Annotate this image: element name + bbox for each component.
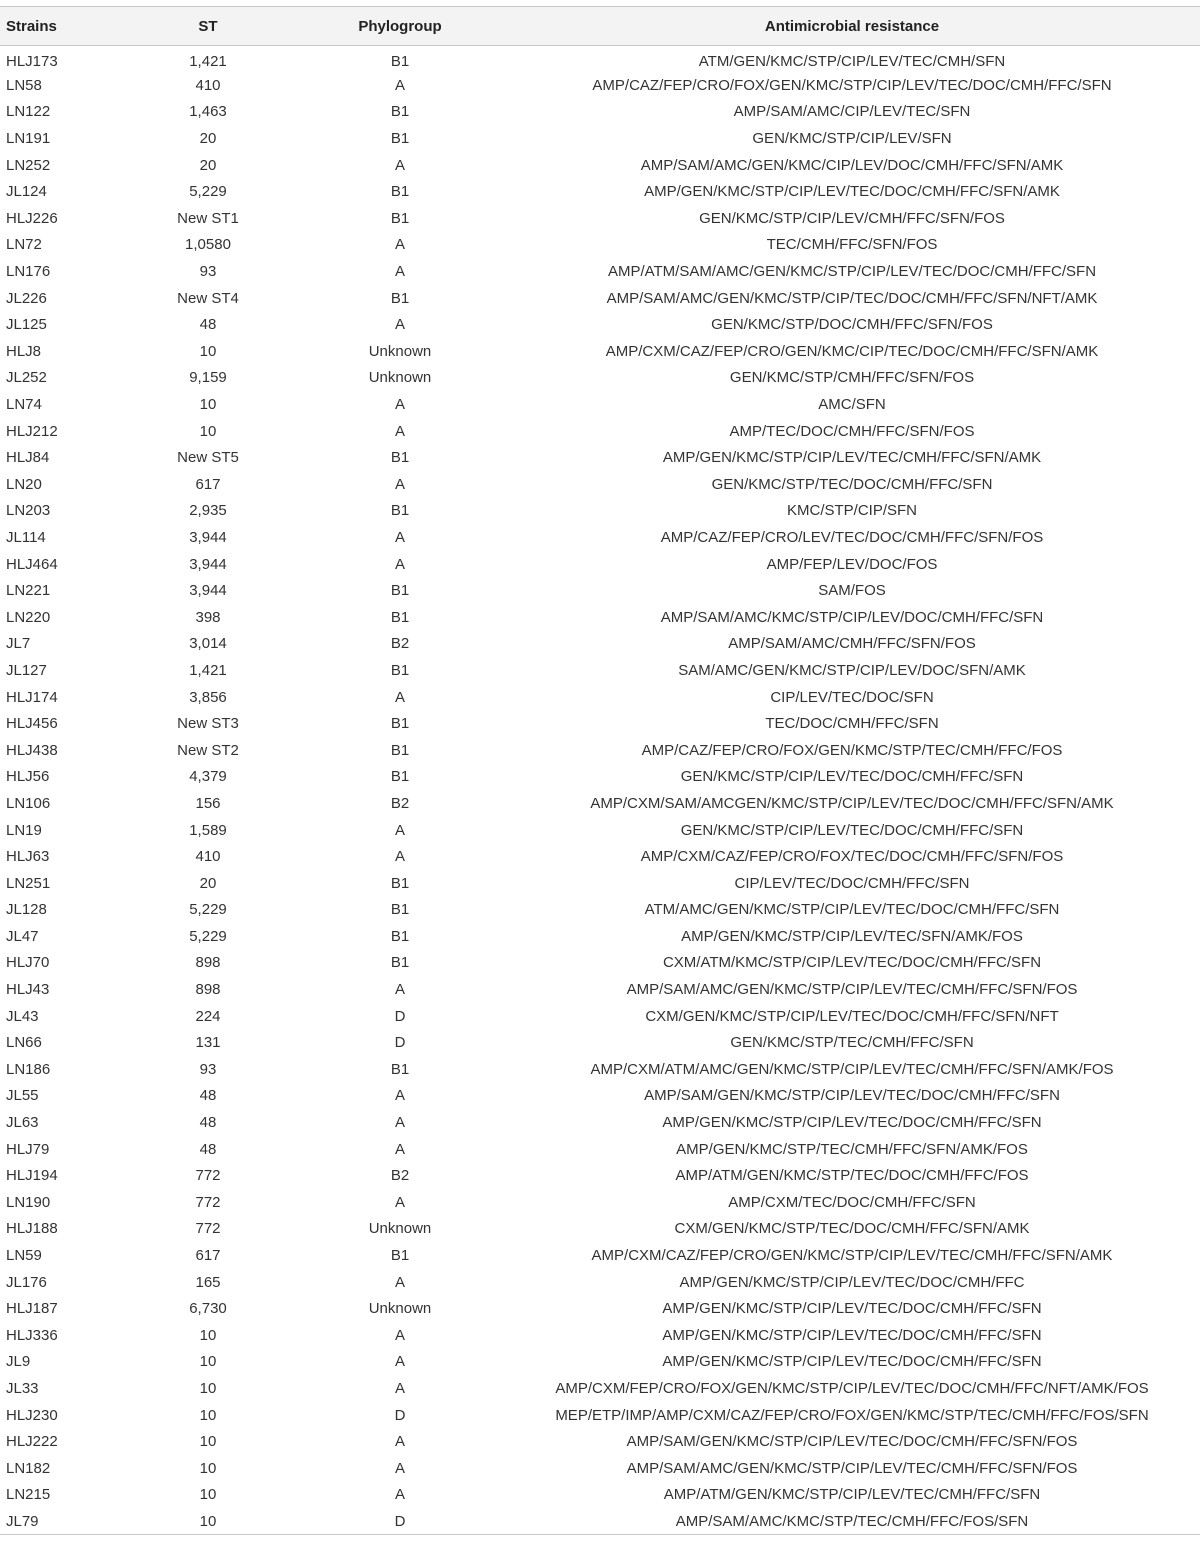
cell-st: 48 bbox=[199, 1140, 217, 1158]
cell-antimicrobial-resistance: AMP/CXM/CAZ/FEP/CRO/GEN/KMC/STP/CIP/LEV/TEC/CMH/FFC/SFN/AMK bbox=[591, 1247, 1113, 1265]
cell-st: 617 bbox=[195, 475, 221, 493]
cell-st: 398 bbox=[195, 608, 221, 626]
cell-phylogroup: B1 bbox=[390, 52, 410, 70]
cell-st: 48 bbox=[199, 1087, 217, 1105]
cell-antimicrobial-resistance: MEP/ETP/IMP/AMP/CXM/CAZ/FEP/CRO/FOX/GEN/KMC/STP/TEC/CMH/FFC/FOS/SFN bbox=[555, 1406, 1149, 1424]
table-row bbox=[0, 232, 1200, 259]
cell-phylogroup: B1 bbox=[390, 661, 410, 679]
cell-phylogroup: A bbox=[394, 848, 405, 866]
cell-st: 93 bbox=[199, 1060, 217, 1078]
cell-st: 898 bbox=[195, 954, 221, 972]
cell-st: 410 bbox=[195, 76, 221, 94]
cell-antimicrobial-resistance: GEN/KMC/STP/CIP/LEV/TEC/DOC/CMH/FFC/SFN bbox=[680, 821, 1024, 839]
cell-st: 20 bbox=[199, 130, 217, 148]
cell-phylogroup: A bbox=[394, 555, 405, 573]
table-row bbox=[0, 1189, 1200, 1216]
cell-phylogroup: B1 bbox=[390, 289, 410, 307]
table-row bbox=[0, 631, 1200, 658]
table-row bbox=[0, 338, 1200, 365]
table-body bbox=[0, 46, 1200, 1535]
cell-phylogroup: B1 bbox=[390, 103, 410, 121]
cell-st: 48 bbox=[199, 1114, 217, 1132]
table-row bbox=[0, 976, 1200, 1003]
table-row bbox=[0, 444, 1200, 471]
table-row bbox=[0, 1216, 1200, 1243]
table-row bbox=[0, 950, 1200, 977]
cell-phylogroup: A bbox=[394, 422, 405, 440]
cell-antimicrobial-resistance: AMP/SAM/AMC/KMC/STP/CIP/LEV/DOC/CMH/FFC/SFN bbox=[660, 608, 1044, 626]
cell-antimicrobial-resistance: CXM/ATM/KMC/STP/CIP/LEV/TEC/DOC/CMH/FFC/SFN bbox=[662, 954, 1042, 972]
cell-phylogroup: B2 bbox=[390, 794, 410, 812]
cell-antimicrobial-resistance: AMP/CXM/TEC/DOC/CMH/FFC/SFN bbox=[728, 1193, 976, 1211]
cell-antimicrobial-resistance: AMP/GEN/KMC/STP/CIP/LEV/TEC/DOC/CMH/FFC/SFN bbox=[662, 1326, 1042, 1344]
cell-strain: JL63 bbox=[6, 1114, 39, 1132]
table-row bbox=[0, 764, 1200, 791]
table-row bbox=[0, 418, 1200, 445]
cell-st: New ST4 bbox=[177, 289, 239, 307]
cell-strain: LN220 bbox=[6, 608, 51, 626]
table-row bbox=[0, 471, 1200, 498]
cell-st: 10 bbox=[199, 422, 217, 440]
cell-antimicrobial-resistance: AMP/SAM/AMC/CIP/LEV/TEC/SFN bbox=[733, 103, 971, 121]
cell-strain: HLJ84 bbox=[6, 449, 50, 467]
cell-phylogroup: B1 bbox=[390, 901, 410, 919]
cell-phylogroup: A bbox=[394, 236, 405, 254]
cell-strain: LN72 bbox=[6, 236, 42, 254]
cell-st: New ST3 bbox=[177, 715, 239, 733]
cell-strain: HLJ456 bbox=[6, 715, 58, 733]
cell-antimicrobial-resistance: AMP/GEN/KMC/STP/CIP/LEV/TEC/SFN/AMK/FOS bbox=[681, 927, 1023, 945]
cell-antimicrobial-resistance: TEC/CMH/FFC/SFN/FOS bbox=[766, 236, 938, 254]
cell-phylogroup: A bbox=[394, 1114, 405, 1132]
cell-phylogroup: A bbox=[394, 688, 405, 706]
cell-st: 3,944 bbox=[189, 582, 227, 600]
cell-antimicrobial-resistance: TEC/DOC/CMH/FFC/SFN bbox=[765, 715, 939, 733]
cell-st: 5,229 bbox=[189, 927, 227, 945]
cell-st: 10 bbox=[199, 1326, 217, 1344]
cell-phylogroup: B1 bbox=[390, 608, 410, 626]
cell-strain: JL55 bbox=[6, 1087, 39, 1105]
cell-st: 20 bbox=[199, 156, 217, 174]
cell-st: 10 bbox=[199, 1379, 217, 1397]
cell-strain: HLJ188 bbox=[6, 1220, 58, 1238]
cell-st: 5,229 bbox=[189, 183, 227, 201]
cell-strain: JL252 bbox=[6, 369, 47, 387]
cell-st: New ST1 bbox=[177, 209, 239, 227]
cell-phylogroup: Unknown bbox=[368, 1220, 432, 1238]
cell-antimicrobial-resistance: CIP/LEV/TEC/DOC/SFN bbox=[770, 688, 934, 706]
cell-antimicrobial-resistance: AMP/SAM/AMC/GEN/KMC/STP/CIP/LEV/TEC/CMH/FFC/SFN/FOS bbox=[626, 981, 1078, 999]
cell-st: 10 bbox=[199, 1406, 217, 1424]
cell-antimicrobial-resistance: AMP/CAZ/FEP/CRO/LEV/TEC/DOC/CMH/FFC/SFN/FOS bbox=[660, 528, 1044, 546]
table-row bbox=[0, 125, 1200, 152]
cell-antimicrobial-resistance: AMP/CAZ/FEP/CRO/FOX/GEN/KMC/STP/CIP/LEV/TEC/DOC/CMH/FFC/SFN bbox=[592, 76, 1112, 94]
cell-antimicrobial-resistance: AMP/SAM/AMC/GEN/KMC/CIP/LEV/DOC/CMH/FFC/SFN/AMK bbox=[640, 156, 1064, 174]
table-row bbox=[0, 152, 1200, 179]
table-row bbox=[0, 870, 1200, 897]
cell-st: 772 bbox=[195, 1220, 221, 1238]
cell-antimicrobial-resistance: AMP/FEP/LEV/DOC/FOS bbox=[766, 555, 938, 573]
cell-antimicrobial-resistance: AMP/GEN/KMC/STP/CIP/LEV/TEC/DOC/CMH/FFC/SFN bbox=[662, 1114, 1042, 1132]
table-row bbox=[0, 843, 1200, 870]
cell-st: 20 bbox=[199, 874, 217, 892]
cell-antimicrobial-resistance: ATM/GEN/KMC/STP/CIP/LEV/TEC/CMH/SFN bbox=[698, 52, 1006, 70]
table-row bbox=[0, 311, 1200, 338]
cell-st: 3,014 bbox=[189, 635, 227, 653]
cell-strain: LN182 bbox=[6, 1459, 51, 1477]
table-row bbox=[0, 1349, 1200, 1376]
cell-strain: LN203 bbox=[6, 502, 51, 520]
table-row bbox=[0, 178, 1200, 205]
cell-strain: JL124 bbox=[6, 183, 47, 201]
cell-st: New ST5 bbox=[177, 449, 239, 467]
cell-antimicrobial-resistance: AMP/GEN/KMC/STP/CIP/LEV/TEC/DOC/CMH/FFC/SFN bbox=[662, 1300, 1042, 1318]
cell-strain: LN191 bbox=[6, 130, 51, 148]
cell-st: 1,421 bbox=[189, 661, 227, 679]
cell-strain: LN221 bbox=[6, 582, 51, 600]
cell-phylogroup: B2 bbox=[390, 635, 410, 653]
table-row bbox=[0, 72, 1200, 99]
strain-resistance-table bbox=[0, 6, 1200, 1535]
cell-strain: HLJ222 bbox=[6, 1433, 58, 1451]
cell-antimicrobial-resistance: AMP/SAM/AMC/GEN/KMC/STP/CIP/LEV/TEC/CMH/FFC/SFN/FOS bbox=[626, 1459, 1078, 1477]
cell-strain: LN215 bbox=[6, 1486, 51, 1504]
cell-st: 1,421 bbox=[189, 52, 227, 70]
cell-strain: JL43 bbox=[6, 1007, 39, 1025]
cell-antimicrobial-resistance: AMP/CAZ/FEP/CRO/FOX/GEN/KMC/STP/TEC/CMH/FFC/FOS bbox=[641, 741, 1063, 759]
cell-antimicrobial-resistance: AMP/GEN/KMC/STP/CIP/LEV/TEC/CMH/FFC/SFN/AMK bbox=[662, 449, 1042, 467]
cell-phylogroup: B1 bbox=[390, 449, 410, 467]
cell-strain: LN190 bbox=[6, 1193, 51, 1211]
table-header bbox=[0, 7, 1200, 46]
cell-antimicrobial-resistance: AMP/CXM/CAZ/FEP/CRO/GEN/KMC/CIP/TEC/DOC/CMH/FFC/SFN/AMK bbox=[605, 342, 1099, 360]
cell-phylogroup: B1 bbox=[390, 741, 410, 759]
table-row bbox=[0, 790, 1200, 817]
cell-antimicrobial-resistance: AMP/ATM/GEN/KMC/STP/CIP/LEV/TEC/CMH/FFC/SFN bbox=[663, 1486, 1041, 1504]
cell-phylogroup: B2 bbox=[390, 1167, 410, 1185]
table-row bbox=[0, 1242, 1200, 1269]
cell-antimicrobial-resistance: GEN/KMC/STP/TEC/DOC/CMH/FFC/SFN bbox=[711, 475, 993, 493]
cell-strain: JL79 bbox=[0, 1508, 120, 1535]
cell-st: 3,944 bbox=[189, 528, 227, 546]
cell-phylogroup: A bbox=[394, 1459, 405, 1477]
cell-strain: LN66 bbox=[6, 1034, 42, 1052]
cell-st: 10 bbox=[199, 1486, 217, 1504]
cell-st: 10 bbox=[199, 1433, 217, 1451]
table-row bbox=[0, 391, 1200, 418]
table-row bbox=[0, 1056, 1200, 1083]
cell-st: New ST2 bbox=[177, 741, 239, 759]
cell-strain: HLJ438 bbox=[6, 741, 58, 759]
cell-st: 10 bbox=[120, 1508, 296, 1535]
cell-strain: HLJ43 bbox=[6, 981, 50, 999]
cell-strain: HLJ79 bbox=[6, 1140, 50, 1158]
table-row bbox=[0, 1322, 1200, 1349]
cell-antimicrobial-resistance: KMC/STP/CIP/SFN bbox=[786, 502, 917, 520]
cell-phylogroup: B1 bbox=[390, 715, 410, 733]
cell-phylogroup: A bbox=[394, 475, 405, 493]
table-row bbox=[0, 99, 1200, 126]
table-row bbox=[0, 1375, 1200, 1402]
table-row bbox=[0, 1109, 1200, 1136]
cell-strain: HLJ212 bbox=[6, 422, 58, 440]
table-row bbox=[0, 524, 1200, 551]
cell-phylogroup: A bbox=[394, 821, 405, 839]
cell-strain: HLJ464 bbox=[6, 555, 58, 573]
cell-st: 131 bbox=[195, 1034, 221, 1052]
cell-phylogroup: A bbox=[394, 1193, 405, 1211]
cell-antimicrobial-resistance: AMP/GEN/KMC/STP/CIP/LEV/TEC/DOC/CMH/FFC bbox=[679, 1273, 1025, 1291]
table-row bbox=[0, 1269, 1200, 1296]
header-row bbox=[0, 7, 1200, 46]
cell-antimicrobial-resistance: CIP/LEV/TEC/DOC/CMH/FFC/SFN bbox=[734, 874, 970, 892]
cell-phylogroup: A bbox=[394, 396, 405, 414]
cell-st: 898 bbox=[195, 981, 221, 999]
table-row bbox=[0, 498, 1200, 525]
cell-strain: LN176 bbox=[6, 263, 51, 281]
cell-strain: LN19 bbox=[6, 821, 42, 839]
table-row bbox=[0, 684, 1200, 711]
cell-st: 1,463 bbox=[189, 103, 227, 121]
cell-strain: HLJ230 bbox=[6, 1406, 58, 1424]
cell-strain: HLJ70 bbox=[6, 954, 50, 972]
header-st: ST bbox=[120, 7, 296, 46]
cell-strain: LN122 bbox=[6, 103, 51, 121]
cell-strain: LN58 bbox=[6, 76, 42, 94]
cell-strain: JL127 bbox=[6, 661, 47, 679]
cell-phylogroup: A bbox=[394, 1486, 405, 1504]
cell-st: 10 bbox=[199, 1459, 217, 1477]
cell-strain: HLJ173 bbox=[6, 52, 58, 70]
table-row bbox=[0, 923, 1200, 950]
cell-antimicrobial-resistance: AMC/SFN bbox=[818, 396, 886, 414]
table-row bbox=[0, 897, 1200, 924]
table-row bbox=[0, 1455, 1200, 1482]
cell-antimicrobial-resistance: GEN/KMC/STP/TEC/CMH/FFC/SFN bbox=[730, 1034, 974, 1052]
table-row bbox=[0, 285, 1200, 312]
cell-strain: JL9 bbox=[6, 1353, 31, 1371]
cell-phylogroup: B1 bbox=[390, 130, 410, 148]
cell-st: 4,379 bbox=[189, 768, 227, 786]
cell-antimicrobial-resistance: AMP/CXM/ATM/AMC/GEN/KMC/STP/CIP/LEV/TEC/CMH/FFC/SFN/AMK/FOS bbox=[590, 1060, 1114, 1078]
table-row bbox=[0, 577, 1200, 604]
table-row bbox=[0, 1003, 1200, 1030]
cell-antimicrobial-resistance: ATM/AMC/GEN/KMC/STP/CIP/LEV/TEC/DOC/CMH/FFC/SFN bbox=[644, 901, 1060, 919]
cell-phylogroup: A bbox=[394, 1273, 405, 1291]
cell-antimicrobial-resistance: GEN/KMC/STP/CIP/LEV/CMH/FFC/SFN/FOS bbox=[699, 209, 1005, 227]
table-row bbox=[0, 46, 1200, 73]
cell-phylogroup: D bbox=[296, 1508, 504, 1535]
cell-phylogroup: A bbox=[394, 316, 405, 334]
table-row bbox=[0, 1508, 1200, 1535]
cell-phylogroup: A bbox=[394, 981, 405, 999]
cell-antimicrobial-resistance: AMP/ATM/GEN/KMC/STP/TEC/DOC/CMH/FFC/FOS bbox=[675, 1167, 1029, 1185]
cell-strain: LN106 bbox=[6, 794, 51, 812]
cell-antimicrobial-resistance: GEN/KMC/STP/CMH/FFC/SFN/FOS bbox=[729, 369, 975, 387]
table-row bbox=[0, 710, 1200, 737]
cell-st: 1,589 bbox=[189, 821, 227, 839]
cell-phylogroup: A bbox=[394, 156, 405, 174]
cell-antimicrobial-resistance: GEN/KMC/STP/CIP/LEV/SFN bbox=[752, 130, 952, 148]
cell-strain: LN59 bbox=[6, 1247, 42, 1265]
cell-phylogroup: B1 bbox=[390, 582, 410, 600]
cell-phylogroup: B1 bbox=[390, 183, 410, 201]
cell-antimicrobial-resistance: AMP/CXM/SAM/AMCGEN/KMC/STP/CIP/LEV/TEC/DOC/CMH/FFC/SFN/AMK bbox=[590, 794, 1114, 812]
cell-antimicrobial-resistance: AMP/SAM/GEN/KMC/STP/CIP/LEV/TEC/DOC/CMH/FFC/SFN bbox=[644, 1087, 1060, 1105]
cell-phylogroup: B1 bbox=[390, 502, 410, 520]
cell-st: 772 bbox=[195, 1167, 221, 1185]
cell-st: 1,0580 bbox=[185, 236, 231, 254]
cell-st: 5,229 bbox=[189, 901, 227, 919]
cell-phylogroup: D bbox=[394, 1034, 406, 1052]
cell-phylogroup: A bbox=[394, 1087, 405, 1105]
cell-st: 9,159 bbox=[189, 369, 227, 387]
table-row bbox=[0, 551, 1200, 578]
cell-phylogroup: D bbox=[394, 1406, 406, 1424]
cell-phylogroup: B1 bbox=[390, 209, 410, 227]
table-row bbox=[0, 1136, 1200, 1163]
cell-strain: HLJ174 bbox=[6, 688, 58, 706]
table-row bbox=[0, 365, 1200, 392]
cell-st: 48 bbox=[199, 316, 217, 334]
table-row bbox=[0, 1029, 1200, 1056]
cell-strain: LN74 bbox=[6, 396, 42, 414]
cell-antimicrobial-resistance: AMP/GEN/KMC/STP/CIP/LEV/TEC/DOC/CMH/FFC/SFN/AMK bbox=[644, 183, 1060, 201]
table-row bbox=[0, 258, 1200, 285]
cell-antimicrobial-resistance: CXM/GEN/KMC/STP/CIP/LEV/TEC/DOC/CMH/FFC/SFN/NFT bbox=[645, 1007, 1059, 1025]
cell-phylogroup: A bbox=[394, 76, 405, 94]
cell-antimicrobial-resistance: AMP/TEC/DOC/CMH/FFC/SFN/FOS bbox=[729, 422, 975, 440]
cell-strain: HLJ56 bbox=[6, 768, 50, 786]
cell-antimicrobial-resistance: SAM/AMC/GEN/KMC/STP/CIP/LEV/DOC/SFN/AMK bbox=[678, 661, 1026, 679]
cell-strain: LN20 bbox=[6, 475, 42, 493]
cell-st: 10 bbox=[199, 342, 217, 360]
cell-antimicrobial-resistance: CXM/GEN/KMC/STP/TEC/DOC/CMH/FFC/SFN/AMK bbox=[674, 1220, 1030, 1238]
cell-antimicrobial-resistance: AMP/SAM/AMC/KMC/STP/TEC/CMH/FFC/FOS/SFN bbox=[504, 1508, 1200, 1535]
cell-strain: JL114 bbox=[6, 528, 46, 546]
cell-st: 3,944 bbox=[189, 555, 227, 573]
cell-phylogroup: Unknown bbox=[368, 369, 432, 387]
table-row bbox=[0, 1295, 1200, 1322]
cell-phylogroup: B1 bbox=[390, 768, 410, 786]
cell-strain: LN251 bbox=[6, 874, 51, 892]
cell-antimicrobial-resistance: AMP/ATM/SAM/AMC/GEN/KMC/STP/CIP/LEV/TEC/DOC/CMH/FFC/SFN bbox=[607, 263, 1097, 281]
cell-antimicrobial-resistance: AMP/SAM/GEN/KMC/STP/CIP/LEV/TEC/DOC/CMH/FFC/SFN/FOS bbox=[626, 1433, 1078, 1451]
header-strains: Strains bbox=[0, 7, 120, 46]
cell-phylogroup: A bbox=[394, 263, 405, 281]
cell-strain: HLJ8 bbox=[6, 342, 42, 360]
table-row bbox=[0, 1083, 1200, 1110]
cell-st: 6,730 bbox=[189, 1300, 227, 1318]
cell-strain: JL226 bbox=[6, 289, 47, 307]
cell-st: 772 bbox=[195, 1193, 221, 1211]
cell-strain: LN186 bbox=[6, 1060, 51, 1078]
cell-antimicrobial-resistance: AMP/GEN/KMC/STP/TEC/CMH/FFC/SFN/AMK/FOS bbox=[676, 1140, 1028, 1158]
cell-st: 93 bbox=[199, 263, 217, 281]
cell-strain: HLJ336 bbox=[6, 1326, 58, 1344]
cell-strain: JL128 bbox=[6, 901, 47, 919]
cell-antimicrobial-resistance: GEN/KMC/STP/DOC/CMH/FFC/SFN/FOS bbox=[711, 316, 993, 334]
cell-st: 617 bbox=[195, 1247, 221, 1265]
cell-antimicrobial-resistance: AMP/CXM/CAZ/FEP/CRO/FOX/TEC/DOC/CMH/FFC/SFN/FOS bbox=[640, 848, 1064, 866]
cell-phylogroup: A bbox=[394, 1353, 405, 1371]
cell-strain: JL47 bbox=[6, 927, 39, 945]
cell-phylogroup: B1 bbox=[390, 927, 410, 945]
cell-phylogroup: B1 bbox=[390, 1247, 410, 1265]
cell-strain: HLJ187 bbox=[6, 1300, 58, 1318]
table-row bbox=[0, 205, 1200, 232]
cell-strain: JL33 bbox=[6, 1379, 39, 1397]
cell-strain: HLJ194 bbox=[6, 1167, 58, 1185]
cell-phylogroup: A bbox=[394, 528, 405, 546]
table-row bbox=[0, 1402, 1200, 1429]
cell-strain: JL125 bbox=[6, 316, 47, 334]
table-row bbox=[0, 657, 1200, 684]
table-row bbox=[0, 1428, 1200, 1455]
cell-antimicrobial-resistance: AMP/GEN/KMC/STP/CIP/LEV/TEC/DOC/CMH/FFC/SFN bbox=[662, 1353, 1042, 1371]
table-row bbox=[0, 817, 1200, 844]
cell-st: 3,856 bbox=[189, 688, 227, 706]
cell-st: 165 bbox=[195, 1273, 221, 1291]
cell-phylogroup: Unknown bbox=[368, 1300, 432, 1318]
cell-strain: JL7 bbox=[6, 635, 31, 653]
header-antimicrobial-resistance: Antimicrobial resistance bbox=[504, 7, 1200, 46]
cell-st: 2,935 bbox=[189, 502, 227, 520]
table-row bbox=[0, 1482, 1200, 1509]
cell-antimicrobial-resistance: AMP/SAM/AMC/CMH/FFC/SFN/FOS bbox=[728, 635, 976, 653]
cell-phylogroup: A bbox=[394, 1379, 405, 1397]
cell-st: 410 bbox=[195, 848, 221, 866]
cell-antimicrobial-resistance: GEN/KMC/STP/CIP/LEV/TEC/DOC/CMH/FFC/SFN bbox=[680, 768, 1024, 786]
cell-antimicrobial-resistance: AMP/SAM/AMC/GEN/KMC/STP/CIP/TEC/DOC/CMH/FFC/SFN/NFT/AMK bbox=[606, 289, 1098, 307]
table-row bbox=[0, 1162, 1200, 1189]
cell-antimicrobial-resistance: AMP/CXM/FEP/CRO/FOX/GEN/KMC/STP/CIP/LEV/TEC/DOC/CMH/FFC/NFT/AMK/FOS bbox=[555, 1379, 1149, 1397]
cell-strain: HLJ63 bbox=[6, 848, 50, 866]
cell-phylogroup: A bbox=[394, 1140, 405, 1158]
cell-phylogroup: D bbox=[394, 1007, 406, 1025]
cell-phylogroup: A bbox=[394, 1433, 405, 1451]
cell-phylogroup: B1 bbox=[390, 1060, 410, 1078]
cell-st: 10 bbox=[199, 396, 217, 414]
cell-phylogroup: B1 bbox=[390, 874, 410, 892]
cell-st: 10 bbox=[199, 1353, 217, 1371]
cell-strain: LN252 bbox=[6, 156, 51, 174]
cell-st: 224 bbox=[195, 1007, 221, 1025]
table-row bbox=[0, 604, 1200, 631]
cell-phylogroup: A bbox=[394, 1326, 405, 1344]
cell-st: 156 bbox=[195, 794, 221, 812]
cell-strain: HLJ226 bbox=[6, 209, 58, 227]
table-row bbox=[0, 737, 1200, 764]
cell-antimicrobial-resistance: SAM/FOS bbox=[818, 582, 886, 600]
cell-phylogroup: Unknown bbox=[368, 342, 432, 360]
header-phylogroup: Phylogroup bbox=[296, 7, 504, 46]
cell-strain: JL176 bbox=[6, 1273, 47, 1291]
cell-phylogroup: B1 bbox=[390, 954, 410, 972]
